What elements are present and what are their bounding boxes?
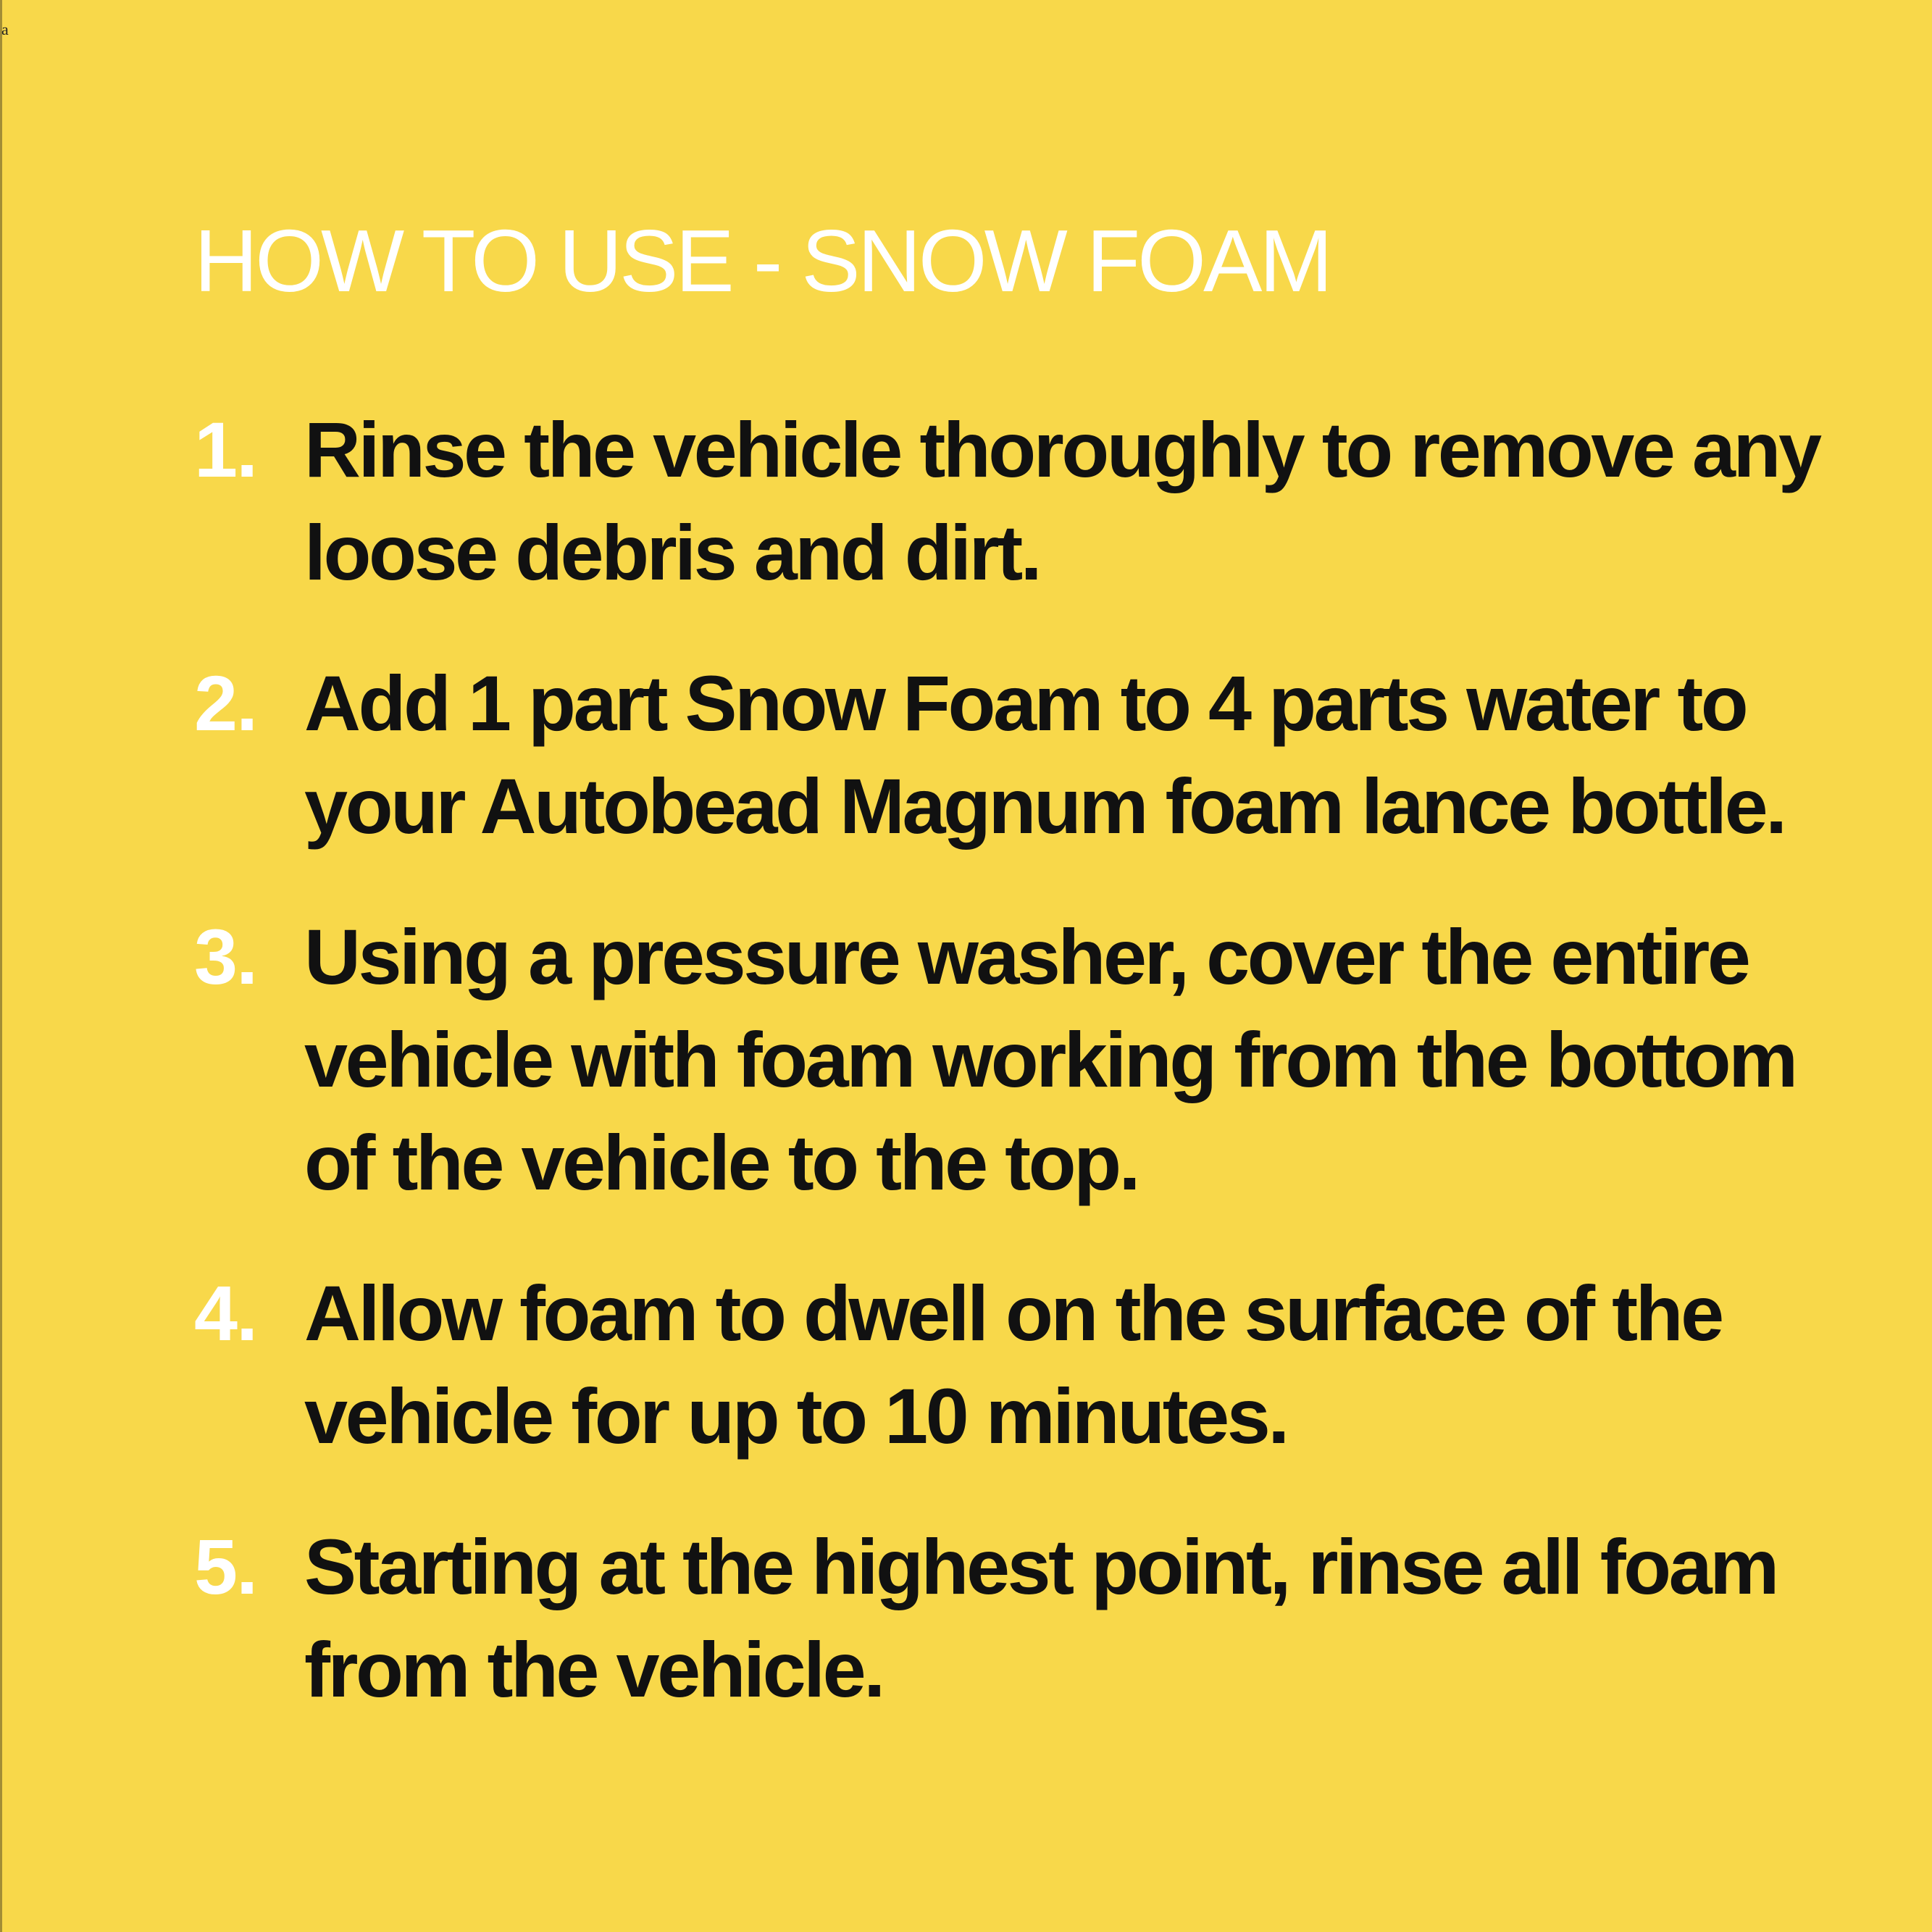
step-number: 4. [194,1269,257,1357]
step-number: 3. [194,913,257,1000]
instruction-step-4 [194,1262,1831,1468]
step-text: Add 1 part Snow Foam to 4 parts water to your Autobead Magnum foam lance bottle. [304,659,1785,850]
step-text: Rinse the vehicle thoroughly to remove any loose debris and dirt. [304,406,1820,596]
step-text: Allow foam to dwell on the surface of the vehicle for up to 10 minutes. [304,1269,1722,1460]
page-title: HOW TO USE - SNOW FOAM [194,212,1331,310]
instruction-step-3 [194,906,1831,1214]
instruction-step-2 [194,652,1831,858]
step-text: Starting at the highest point, rinse all foam from the vehicle. [304,1523,1777,1713]
left-edge-line [0,0,2,1932]
corner-mark: a [1,20,9,38]
step-number: 5. [194,1523,257,1610]
step-number: 2. [194,659,257,747]
step-text: Using a pressure washer, cover the entire vehicle with foam working from the bottom of the vehicle to the top. [304,913,1796,1206]
instruction-step-1 [194,398,1831,604]
step-number: 1. [194,406,257,493]
instruction-step-5 [194,1515,1831,1721]
instruction-list [194,398,1831,1769]
